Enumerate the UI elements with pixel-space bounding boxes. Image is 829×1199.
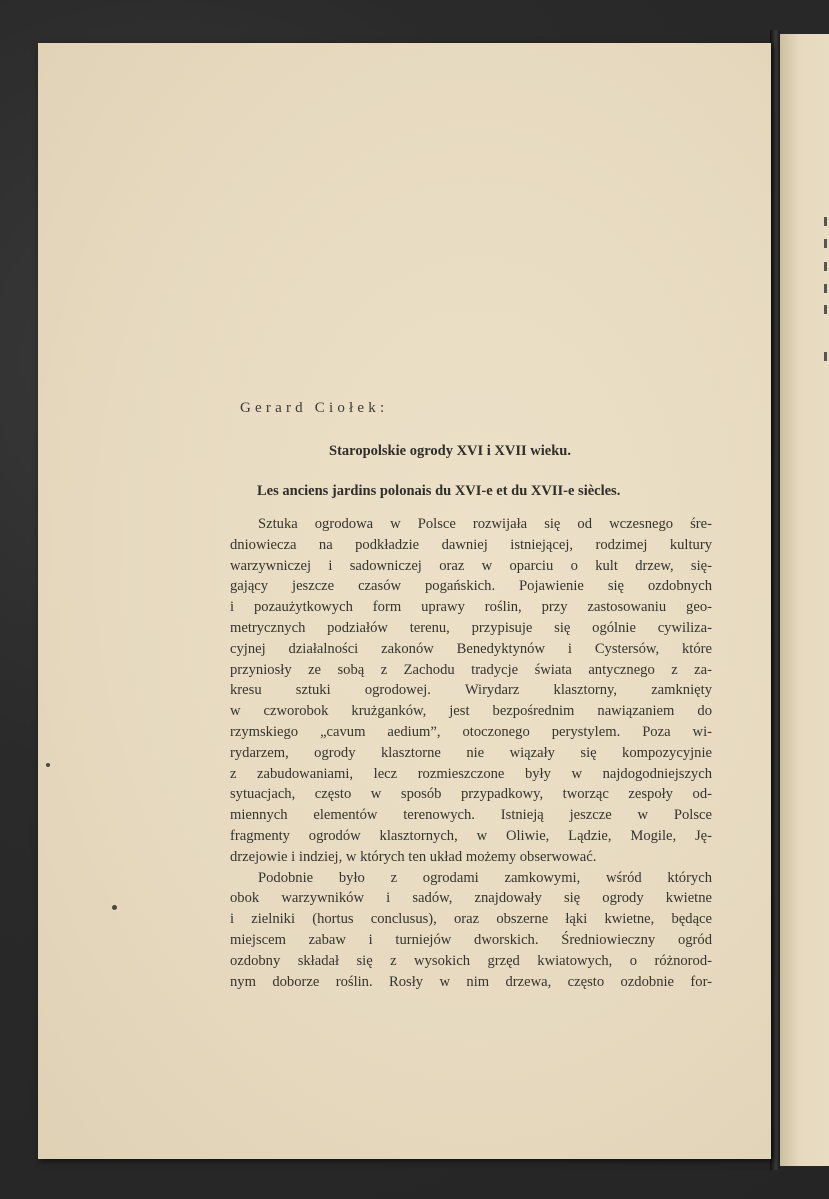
text-line: przyniosły ze sobą z Zachodu tradycje świata antycznego z za- xyxy=(230,661,712,678)
text-fragment xyxy=(824,262,827,271)
text-line: fragmenty ogrodów klasztornych, w Oliwie, Lądzie, Mogile, Ję- xyxy=(230,827,712,844)
text-line: dniowiecza na podkładzie dawniej istniejącej, rodzimej kultury xyxy=(230,536,712,553)
text-fragment xyxy=(824,352,827,361)
text-line: ozdobny składał się z wysokich grzęd kwiatowych, o różnorod- xyxy=(230,952,712,969)
text-line: i zielniki (hortus conclusus), oraz obszerne łąki kwietne, będące xyxy=(230,911,712,928)
text-line: Sztuka ogrodowa w Polsce rozwijała się od wczesnego śre- xyxy=(258,516,712,532)
page-mark xyxy=(46,763,50,767)
text-line: metrycznych podziałów terenu, przypisuje się ogólnie cywiliza- xyxy=(230,619,712,636)
author-name: Gerard Ciołek: xyxy=(240,400,389,416)
page-mark xyxy=(112,905,117,910)
text-line: w czworobok krużganków, jest bezpośrednim nawiązaniem do xyxy=(230,703,712,720)
text-line: gający jeszcze czasów pogańskich. Pojawienie się ozdobnych xyxy=(230,578,712,595)
text-line: sytuacjach, często w sposób przypadkowy, tworząc zespoły od- xyxy=(230,786,712,803)
article-title-french: Les anciens jardins polonais du XVI-e et du XVII-e siècles. xyxy=(257,483,621,499)
text-fragment xyxy=(824,217,827,226)
text-line: miennych elementów terenowych. Istnieją jeszcze w Polsce xyxy=(230,807,712,824)
text-fragment xyxy=(824,239,827,248)
text-line: warzywniczej i sadowniczej oraz w oparciu o kult drzew, się- xyxy=(230,557,712,574)
text-line: z zabudowaniami, lecz rozmieszczone były w najdogodniejszych xyxy=(230,765,712,782)
text-line: rzymskiego „cavum aedium”, otoczonego perystylem. Poza wi- xyxy=(230,723,712,740)
text-line: Podobnie było z ogrodami zamkowymi, wśród których xyxy=(258,869,712,886)
article-title: Staropolskie ogrody XVI i XVII wieku. xyxy=(329,443,571,459)
text-line: drzejowie i indziej, w których ten układ możemy obserwować. xyxy=(230,848,597,865)
text-line: rydarzem, ogrody klasztorne nie wiązały się kompozycyjnie xyxy=(230,744,712,761)
adjacent-page-edge xyxy=(780,34,829,1166)
body-text xyxy=(230,514,712,992)
text-line: i pozaużytkowych form uprawy roślin, przy zastosowaniu geo- xyxy=(230,599,712,616)
text-line: miejscem zabaw i turniejów dworskich. Średniowieczny ogród xyxy=(230,931,712,948)
text-line: obok warzywników i sadów, znajdowały się ogrody kwietne xyxy=(230,890,712,907)
text-line: cyjnej działalności zakonów Benedyktynów i Cystersów, które xyxy=(230,640,712,657)
text-line: kresu sztuki ogrodowej. Wirydarz klasztorny, zamknięty xyxy=(230,682,712,699)
book-spine xyxy=(770,30,780,1170)
text-line: nym doborze roślin. Rosły w nim drzewa, często ozdobnie for- xyxy=(230,973,712,990)
text-fragment xyxy=(824,305,827,314)
text-fragment xyxy=(824,284,827,293)
